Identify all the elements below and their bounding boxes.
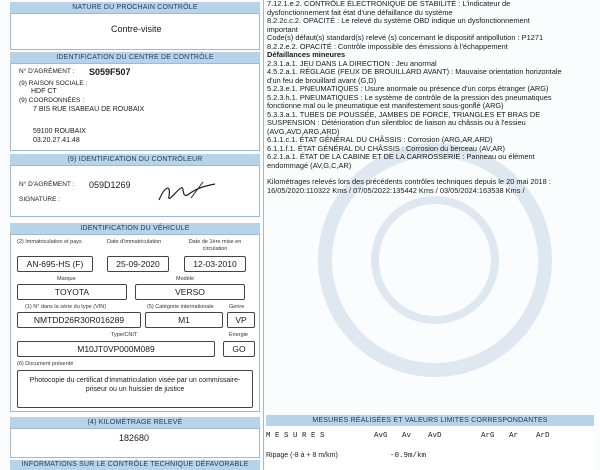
col-arg: ArG bbox=[481, 432, 495, 440]
controleur-signature-label: SIGNATURE : bbox=[19, 196, 61, 203]
date-first-field: 12-03-2010 bbox=[184, 256, 246, 272]
immat-field: AN-695-HS (F) bbox=[17, 256, 93, 272]
mineures-title: Défaillances mineures bbox=[267, 50, 346, 59]
categorie-label: (5) Catégorie internationale bbox=[147, 304, 214, 310]
vin-label: (1) N° dans la série du type (VIN) bbox=[25, 304, 107, 310]
defaillance-line: 8.2.2.e.2. OPACITÉ : Contrôle impossible des émissions à l'échappement bbox=[267, 41, 508, 51]
categorie-field: M1 bbox=[145, 312, 223, 328]
marque-label: Marque bbox=[57, 276, 76, 282]
mineure-line: 4.5.2.a.1. RÉGLAGE (FEUX DE BROUILLARD AVANT) : Mauvaise orientation horizontale bbox=[267, 67, 562, 76]
centre-agrement-label: N° D'AGRÉMENT : bbox=[19, 68, 75, 75]
centre-box bbox=[10, 63, 260, 151]
col-avg: AvG bbox=[374, 432, 388, 440]
ripage-value: -0.9m/km bbox=[390, 452, 427, 460]
mineure-line: 2.3.1.a.1. JEU DANS LA DIRECTION : Jeu anormal bbox=[267, 58, 437, 68]
marque-field: TOYOTA bbox=[17, 284, 127, 300]
prochain-controle-box bbox=[10, 13, 260, 50]
controleur-header: (9) IDENTIFICATION DU CONTRÔLEUR bbox=[10, 154, 260, 165]
vin-field: NMTDD26R30R016289 bbox=[17, 312, 141, 328]
defaillance-line: 7.12.1.e.2. CONTRÔLE ÉLECTRONIQUE DE STABILITÉ : L'indicateur de bbox=[267, 0, 511, 8]
km-history-line1: Kilométrages relevés lors des précédents contrôles techniques depuis le 20 mai 2018 : bbox=[267, 177, 551, 186]
mineure-line: (AVG,AVD,ARG,ARD) bbox=[267, 126, 340, 136]
prochain-controle-header: NATURE DU PROCHAIN CONTRÔLE bbox=[10, 2, 260, 13]
col-avd: AvD bbox=[428, 432, 442, 440]
mineure-line: endommagé (AV,G,C,AR) bbox=[267, 160, 352, 170]
type-field: M10JT0VP000M089 bbox=[17, 341, 215, 357]
genre-label: Genre bbox=[229, 304, 245, 310]
modele-field: VERSO bbox=[135, 284, 245, 300]
centre-coord-label: (9) COORDONNÉES : bbox=[19, 97, 85, 104]
mesures-box bbox=[266, 426, 594, 470]
date-ctrl-label: Date d'immatriculation bbox=[107, 239, 162, 245]
mineure-line: 5.2.3.h.1. PNEUMATIQUES : Le système de contrôle de la pression des pneumatiques bbox=[267, 92, 552, 102]
mineure-line: 6.2.1.a.1. ÉTAT DE LA CABINE ET DE LA CARROSSERIE : Panneau ou élément bbox=[267, 152, 535, 161]
kilometrage-header: (4) KILOMÉTRAGE RELEVÉ bbox=[10, 417, 260, 428]
mineure-line: 6.1.1.c.1. ÉTAT GÉNÉRAL DU CHÂSSIS : Corrosion (ARG,AR,ARD) bbox=[267, 135, 493, 144]
col-ar: Ar bbox=[509, 432, 519, 440]
doc-label: (6) Document présenté bbox=[17, 361, 74, 367]
column-divider bbox=[263, 0, 264, 470]
centre-raison-label: (9) RAISON SOCIALE : bbox=[19, 80, 88, 87]
mesures-header: MESURES RÉALISÉES ET VALEURS LIMITES CORRESPONDANTES bbox=[266, 415, 594, 426]
signature-image bbox=[151, 176, 221, 206]
energie-label: Énergie bbox=[229, 332, 248, 338]
modele-label: Modèle bbox=[176, 276, 195, 282]
col-av: Av bbox=[402, 432, 412, 440]
km-history-line2: 16/05/2020:110322 Kms / 07/05/2022:135442 Kms / 03/05/2024:163538 Kms / bbox=[267, 185, 525, 195]
defaillances-block bbox=[267, 0, 597, 195]
defaillance-line: Code(s) défaut(s) standard(s) relevé (s) concernant le dispositif antipollution : P1271 bbox=[267, 33, 544, 42]
energie-field: GO bbox=[223, 341, 255, 357]
mineure-line: 5.2.3.e.1. PNEUMATIQUES : Usure anormale ou présence d'un corps étranger (ARG) bbox=[267, 84, 549, 93]
doc-value: Photocopie du certificat d'immatriculation visée par un commissaire-priseur ou un huissier de justice bbox=[29, 377, 241, 393]
date-ctrl-field: 25-09-2020 bbox=[107, 256, 169, 272]
mineure-line: 6.1.1.f.1. ÉTAT GÉNÉRAL DU CHÂSSIS : Corrosion du berceau (AV,AR) bbox=[267, 143, 505, 153]
mesures-title: M E S U R E S bbox=[266, 432, 325, 440]
ripage-label: Ripage (-8 à + 8 m/km) bbox=[266, 452, 338, 459]
genre-field: VP bbox=[227, 312, 255, 328]
immat-label: (2) Immatriculation et pays bbox=[17, 239, 82, 245]
defaillance-line: 8.2.2c.c.2. OPACITÉ : Le relevé du système OBD indique un dysfonctionnement bbox=[267, 16, 530, 25]
centre-address-line2: 59100 ROUBAIX bbox=[33, 128, 86, 135]
col-ard: ArD bbox=[536, 432, 550, 440]
vehicule-box bbox=[10, 234, 260, 412]
centre-agrement-value: S059F507 bbox=[89, 67, 131, 77]
centre-phone: 03.20.27.41.48 bbox=[33, 137, 80, 144]
centre-raison-value: HDF CT bbox=[31, 88, 57, 95]
kilometrage-value: 182680 bbox=[119, 433, 150, 443]
mineure-line: 5.3.3.a.1. TUBES DE POUSSÉE, JAMBES DE FORCE, TRIANGLES ET BRAS DE bbox=[267, 109, 541, 119]
mineure-line: SUSPENSION : Détérioration d'un silentbloc de liaison au châssis ou à l'essieu bbox=[267, 118, 526, 127]
mineure-line: d'un feu de brouillard avant (G,D) bbox=[267, 75, 377, 85]
type-label: Type/CNIT bbox=[111, 332, 138, 338]
defaillance-line: important bbox=[267, 24, 298, 34]
date-first-label: Date de 1ère mise en circulation bbox=[188, 239, 242, 252]
kilometrage-box bbox=[10, 428, 260, 458]
controleur-box bbox=[10, 165, 260, 217]
left-column bbox=[10, 0, 260, 470]
controleur-agrement-label: N° D'AGRÉMENT : bbox=[19, 181, 75, 188]
centre-address-line1: 7 BIS RUE ISABEAU DE ROUBAIX bbox=[33, 106, 145, 113]
infos-header: INFORMATIONS SUR LE CONTRÔLE TECHNIQUE DÉFAVORABLE bbox=[10, 460, 260, 470]
controleur-agrement-value: 059D1269 bbox=[89, 180, 131, 190]
centre-header: IDENTIFICATION DU CENTRE DE CONTRÔLE bbox=[10, 52, 260, 63]
mineure-line: fonctionne mal ou le pneumatique est manifestement sous-gonflé (ARG) bbox=[267, 101, 504, 110]
defaillance-line: dysfonctionnement fait état d'une défaillance du système bbox=[267, 7, 453, 17]
doc-field bbox=[17, 370, 253, 408]
prochain-controle-value: Contre-visite bbox=[111, 24, 162, 34]
vehicule-header: IDENTIFICATION DU VÉHICULE bbox=[10, 223, 260, 234]
